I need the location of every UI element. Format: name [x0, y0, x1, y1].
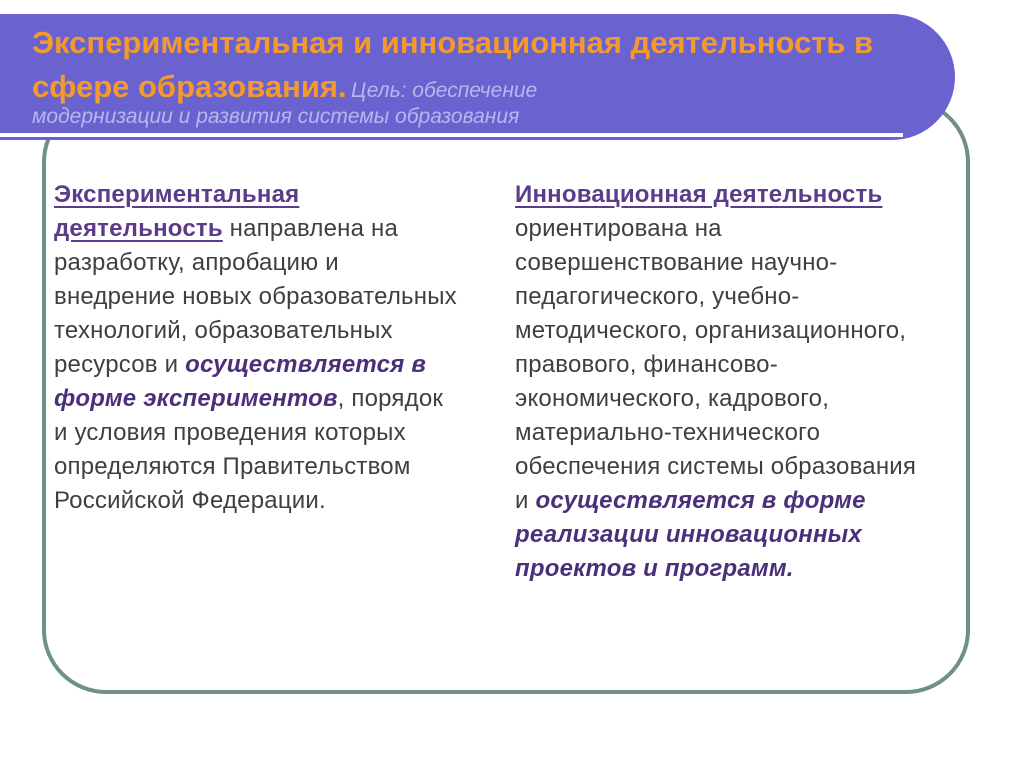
innovation-activity-body-1: ориентирована на совершенствование научно-педагогического, учебно-методического, организационного, правового, финансово-экономического, кадрового, материально-технического обеспечения системы образования и — [515, 215, 917, 514]
slide-title: Экспериментальная и инновационная деятельность в сфере образования. — [32, 25, 874, 104]
experimental-activity-column — [54, 178, 458, 518]
innovation-activity-emphasis: осуществляется в форме реализации инновационных проектов и программ. — [515, 487, 866, 582]
innovation-activity-column — [515, 178, 935, 586]
experimental-activity-heading: Экспериментальная деятельность — [54, 181, 300, 242]
experimental-activity-body-2: , порядок и условия проведения которых определяются Правительством Российской Федерации. — [54, 385, 444, 514]
experimental-activity-emphasis: осуществляется в форме экспериментов — [54, 351, 427, 412]
slide-subtitle-part1: Цель: обеспечение — [351, 79, 538, 102]
experimental-activity-body-1: направлена на разработку, апробацию и внедрение новых образовательных технологий, образовательных ресурсов и — [54, 215, 457, 378]
innovation-activity-heading: Инновационная деятельность — [515, 181, 883, 208]
slide-subtitle-part2: модернизации и развития системы образования — [32, 105, 520, 128]
title-underline — [0, 133, 903, 137]
title-block — [32, 24, 932, 112]
